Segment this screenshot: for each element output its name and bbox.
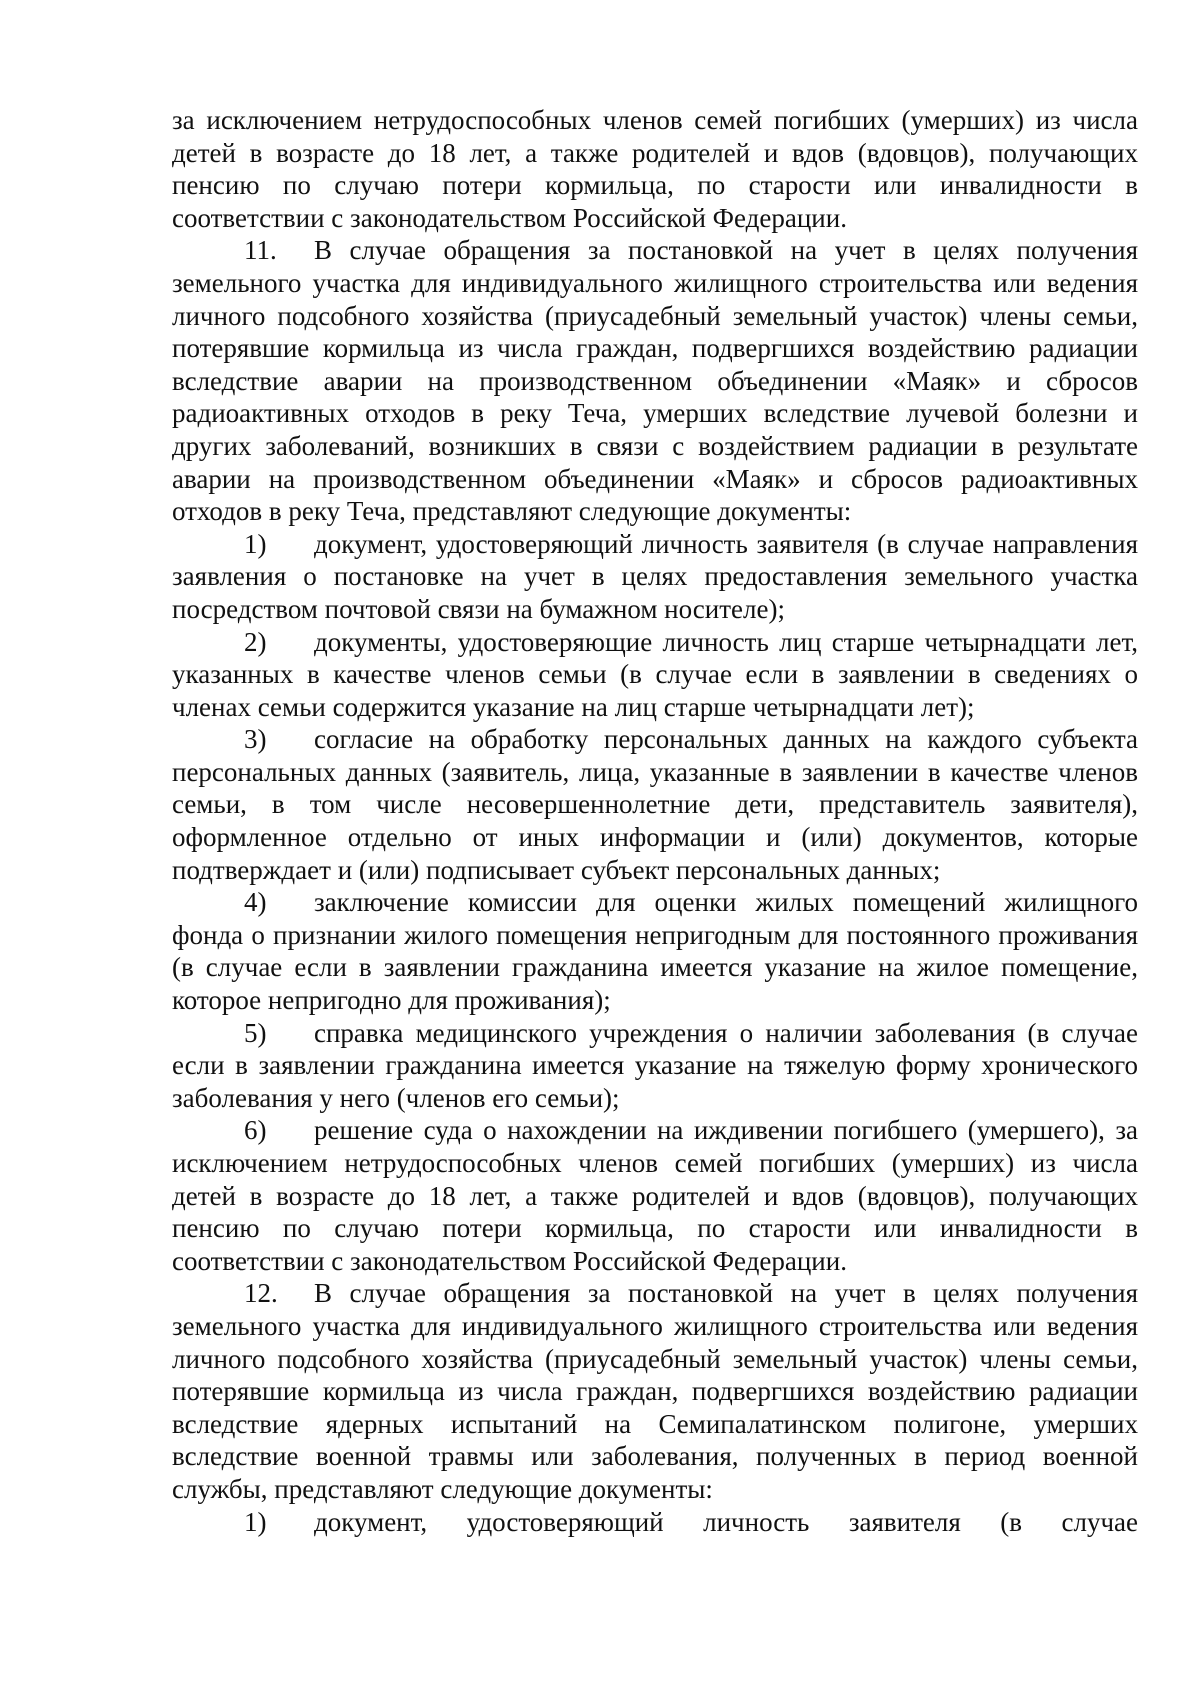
paragraph-text: за исключением нетрудоспособных членов семей погибших (умерших) из числа детей в возрасте до 18 лет, а также родителей и вдов (вдовцов), получающих пенсию по случаю потери кормильца, по старости или инвалидности в соответствии с законодательством Российской Федерации. [172,105,1138,233]
paragraph-number: 6) [244,1115,267,1146]
paragraph-subitem-11-5 [172,1017,1138,1115]
paragraph-number: 1) [244,1506,267,1537]
paragraph-number: 2) [244,626,267,657]
paragraph-text: согласие на обработку персональных данных на каждого субъекта персональных данных (заявитель, лица, указанные в заявлении в качестве членов семьи, в том числе несовершеннолетние дети, представитель заявителя), оформленное отдельно от иных информации и (или) документов, которые подтверждает и (или) подписывает субъект персональных данных; [172,724,1138,885]
paragraph-subitem-11-1 [172,528,1138,626]
paragraph-continuation [172,104,1138,234]
paragraph-number: 5) [244,1017,267,1048]
paragraph-text: решение суда о нахождении на иждивении погибшего (умершего), за исключением нетрудоспособных членов семей погибших (умерших) из числа детей в возрасте до 18 лет, а также родителей и вдов (вдовцов), получающих пенсию по случаю потери кормильца, по старости или инвалидности в соответствии с законодательством Российской Федерации. [172,1115,1138,1276]
paragraph-text: документ, удостоверяющий личность заявителя (в случае [314,1506,1138,1537]
paragraph-number: 12. [244,1278,278,1309]
paragraph-number: 11. [244,235,277,266]
document-page [172,104,1138,1538]
paragraph-text: В случае обращения за постановкой на учет в целях получения земельного участка для индивидуального жилищного строительства или ведения личного подсобного хозяйства (приусадебный земельный участок) члены семьи, потерявшие кормильца из числа граждан, подвергшихся воздействию радиации вследствие ядерных испытаний на Семипалатинском полигоне, умерших вследствие военной травмы или заболевания, полученных в период военной службы, представляют следующие документы: [172,1278,1138,1504]
paragraph-text: справка медицинского учреждения о наличии заболевания (в случае если в заявлении гражданина имеется указание на тяжелую форму хронического заболевания у него (членов его семьи); [172,1017,1138,1113]
paragraph-subitem-11-4 [172,886,1138,1016]
paragraph-item-11 [172,234,1138,527]
paragraph-number: 3) [244,724,267,755]
paragraph-number: 1) [244,528,267,559]
paragraph-text: В случае обращения за постановкой на учет в целях получения земельного участка для индивидуального жилищного строительства или ведения личного подсобного хозяйства (приусадебный земельный участок) члены семьи, потерявшие кормильца из числа граждан, подвергшихся воздействию радиации вследствие аварии на производственном объединении «Маяк» и сбросов радиоактивных отходов в реку Теча, умерших вследствие лучевой болезни и других заболеваний, возникших в связи с воздействием радиации в результате аварии на производственном объединении «Маяк» и сбросов радиоактивных отходов в реку Теча, представляют следующие документы: [172,235,1138,527]
paragraph-number: 4) [244,887,267,918]
paragraph-text: документы, удостоверяющие личность лиц старше четырнадцати лет, указанных в качестве членов семьи (в случае если в заявлении в сведениях о членах семьи содержится указание на лиц старше четырнадцати лет); [172,626,1138,722]
paragraph-subitem-11-6 [172,1114,1138,1277]
paragraph-subitem-11-3 [172,723,1138,886]
paragraph-text: заключение комиссии для оценки жилых помещений жилищного фонда о признании жилого помещения непригодным для постоянного проживания (в случае если в заявлении гражданина имеется указание на жилое помещение, которое непригодно для проживания); [172,887,1138,1016]
paragraph-text: документ, удостоверяющий личность заявителя (в случае направления заявления о постановке на учет в целях предоставления земельного участка посредством почтовой связи на бумажном носителе); [172,528,1138,624]
paragraph-item-12 [172,1277,1138,1505]
paragraph-subitem-12-1 [172,1506,1138,1539]
paragraph-subitem-11-2 [172,626,1138,724]
